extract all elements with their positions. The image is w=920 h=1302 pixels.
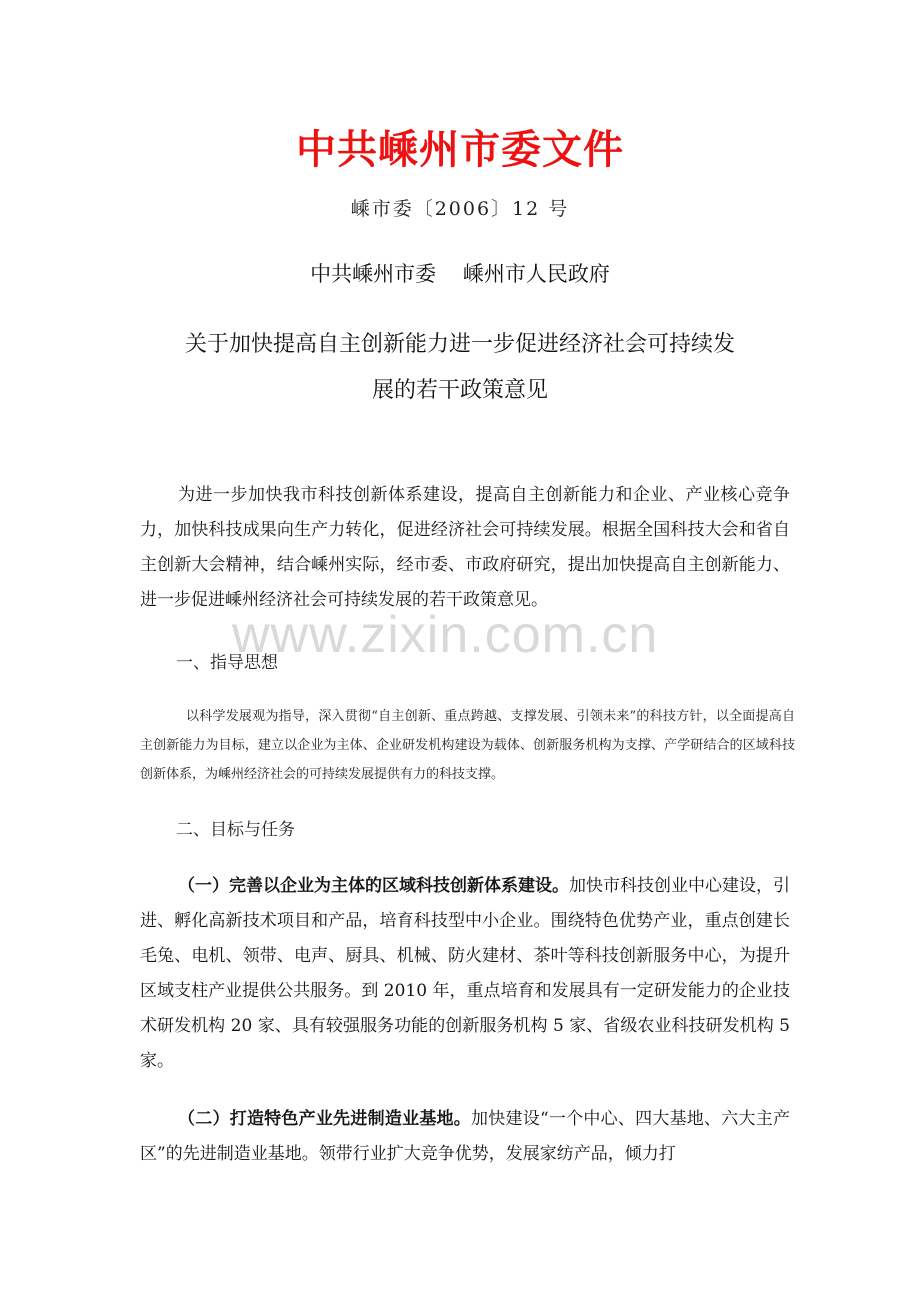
- issuing-bodies: [0, 258, 920, 288]
- item-2-lead: （二）打造特色产业先进制造业基地。: [178, 1109, 472, 1129]
- item-1-lead: （一）完善以企业为主体的区域科技创新体系建设。: [178, 876, 569, 896]
- section-1-paragraph: 以科学发展观为指导，深入贯彻“自主创新、重点跨越、支撑发展、引领未来”的科技方针，以全面提高自主创新能力为目标，建立以企业为主体、企业研发机构建设为载体、创新服务机构为支撑、产学研结合的区域科技创新体系，为嵊州经济社会的可持续发展提供有力的科技支撑。: [140, 709, 795, 782]
- item-1-paragraph: [140, 869, 790, 1079]
- intro-paragraph: 为进一步加快我市科技创新体系建设，提高自主创新能力和企业、产业核心竞争力，加快科技成果向生产力转化，促进经济社会可持续发展。根据全国科技大会和省自主创新大会精神，结合嵊州实际，经市委、市政府研究，提出加快提高自主创新能力、进一步促进嵊州经济社会可持续发展的若干政策意见。: [140, 485, 790, 610]
- section-2-heading: 二、目标与任务: [176, 820, 295, 840]
- document-subject: [135, 322, 785, 414]
- subject-line-1: 关于加快提高自主创新能力进一步促进经济社会可持续发: [184, 332, 735, 357]
- issuer-government: 嵊州市人民政府: [462, 262, 610, 286]
- issuer-party-committee: 中共嵊州市委: [310, 262, 437, 286]
- section-1-heading: 一、指导思想: [176, 653, 278, 673]
- red-header-title: 中共嵊州市委文件: [296, 127, 624, 173]
- document-number: 嵊市委〔2006〕12 号: [350, 198, 570, 220]
- item-2-text: 加快建设“一个中心、四大基地、六大主产区”的先进制造业基地。领带行业扩大竞争优势，发展家纺产品，倾力打: [140, 1109, 790, 1164]
- item-1-text: 加快市科技创业中心建设，引进、孵化高新技术项目和产品，培育科技型中小企业。围绕特色优势产业，重点创建长毛兔、电机、领带、电声、厨具、机械、防火建材、茶叶等科技创新服务中心，为提升区域支柱产业提供公共服务。到 2010 年，重点培育和发展具有一定研发能力的企业技术研发机构 20 家、具有较强服务功能的创新服务机构 5 家、省级农业科技研发机构 5 家。: [140, 876, 790, 1071]
- watermark: www.zixin.com.cn: [232, 606, 659, 664]
- subject-line-2: 展的若干政策意见: [371, 378, 548, 403]
- item-2-paragraph: [140, 1102, 790, 1172]
